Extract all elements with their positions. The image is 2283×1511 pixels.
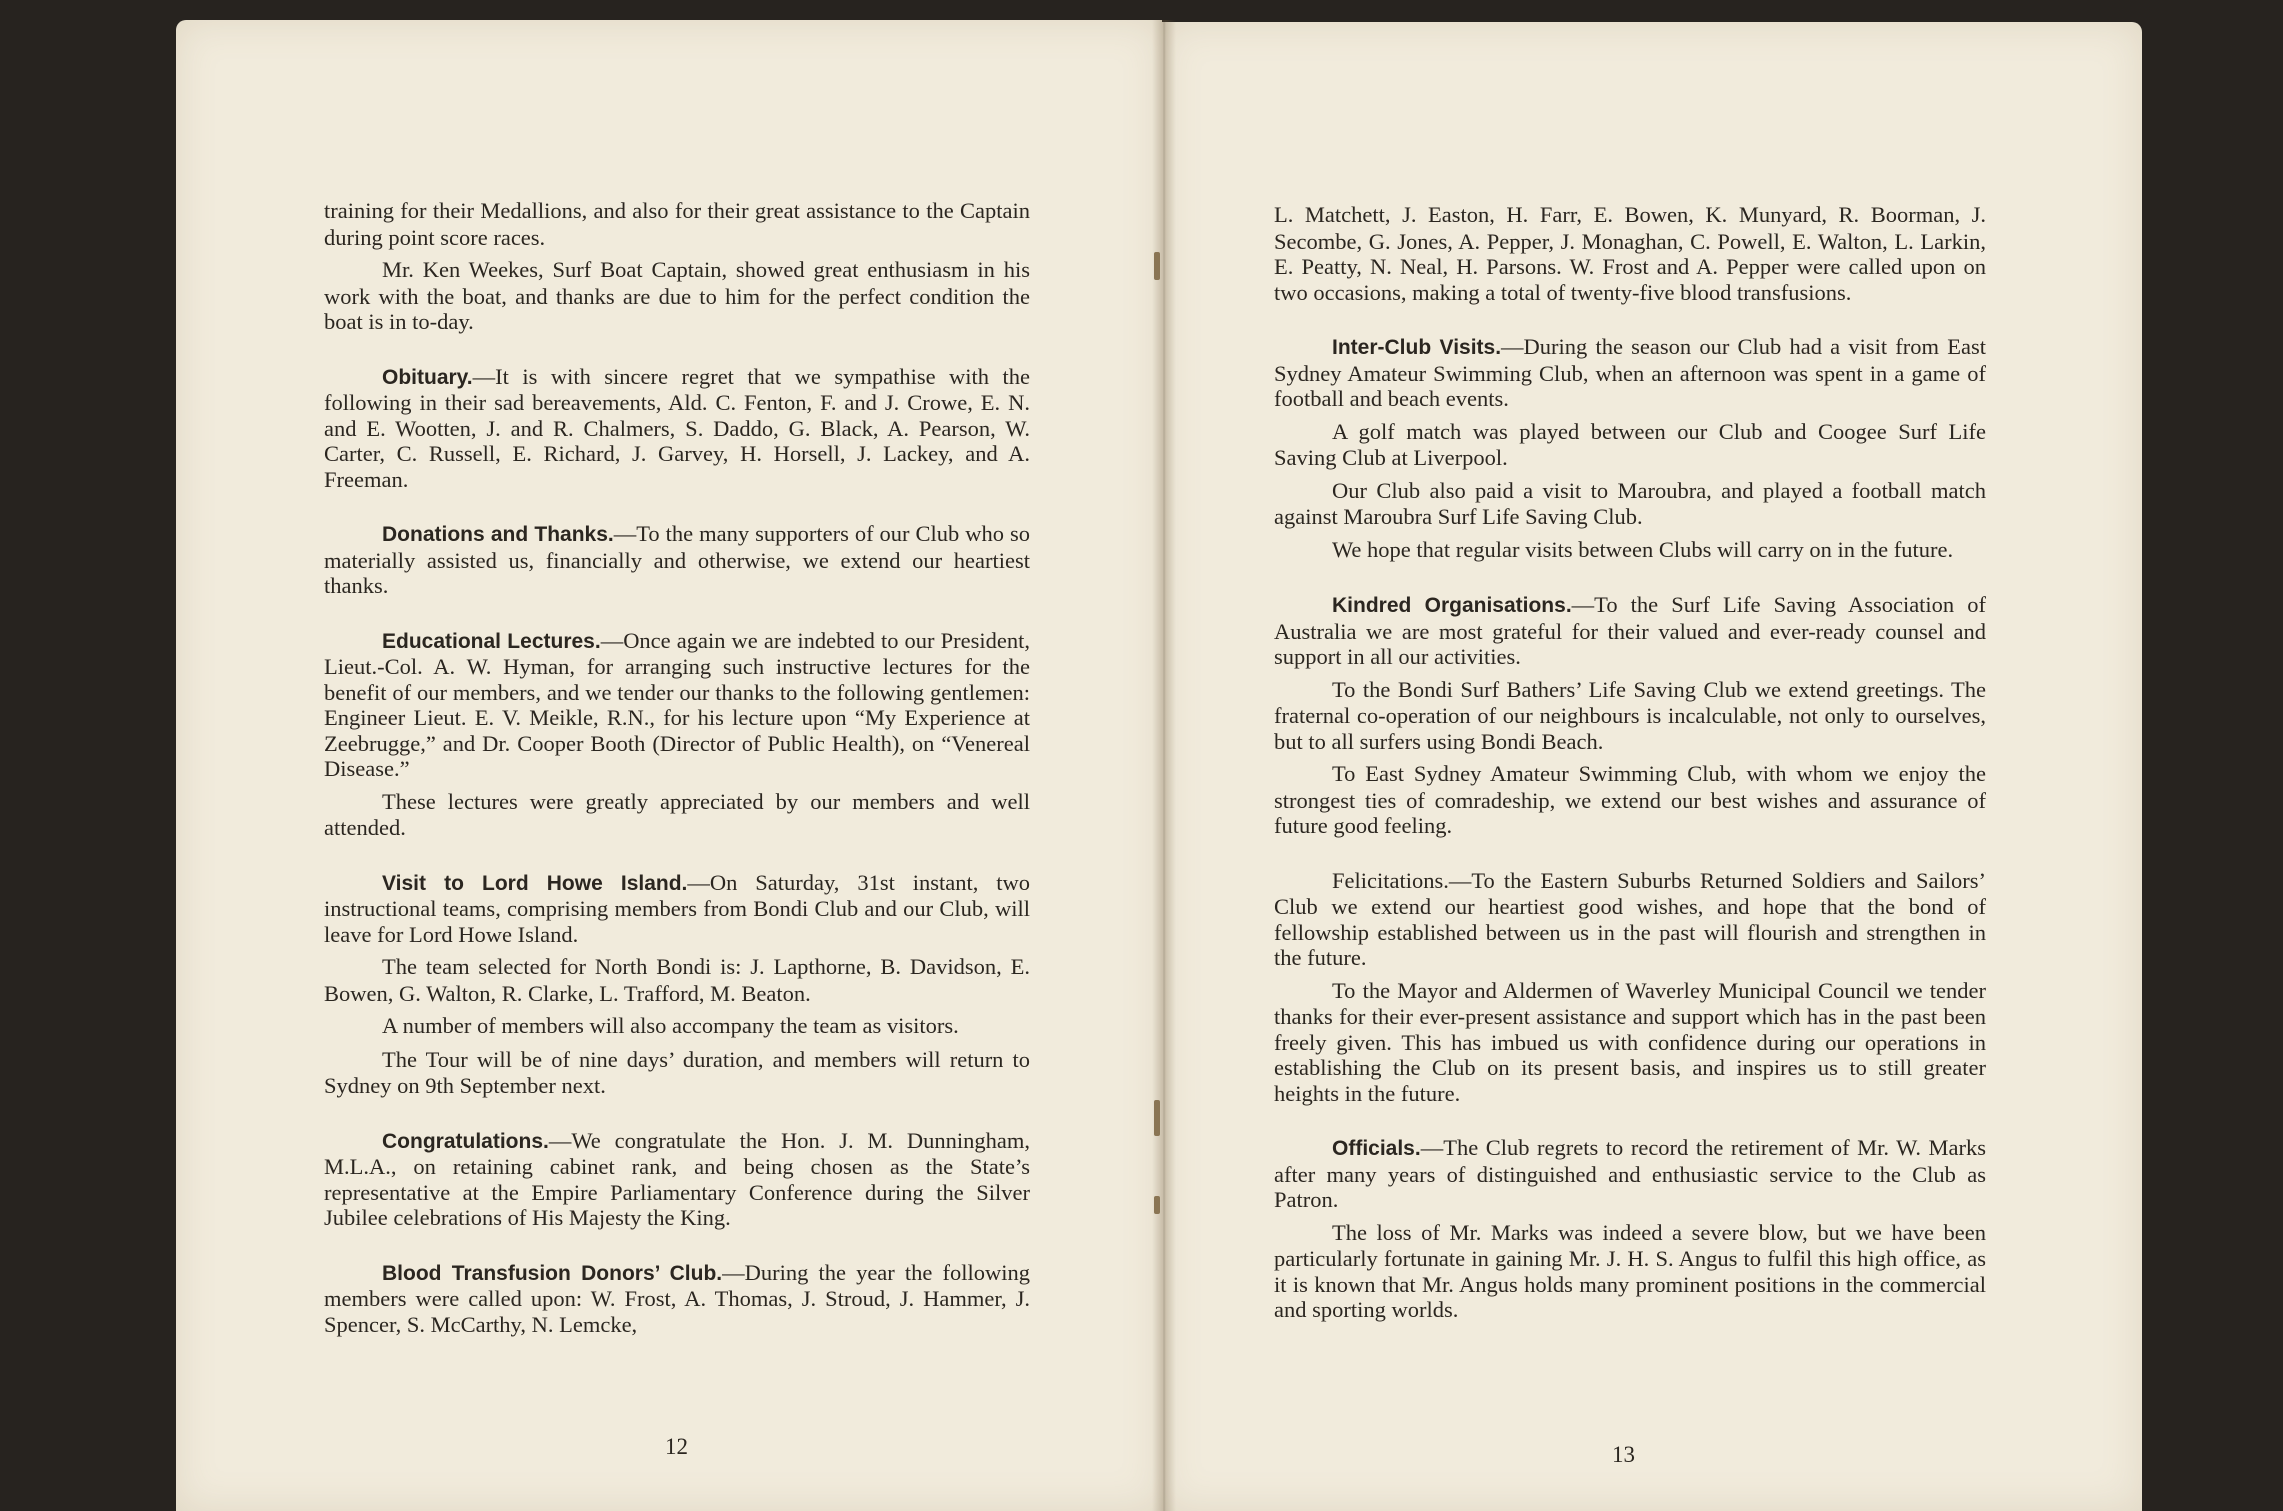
paragraph: [324, 954, 1030, 1006]
section-heading: Blood Transfusion Donors’ Club.: [382, 1261, 723, 1285]
paragraph-text: Our Club also paid a visit to Maroubra, and played a football match against Maroubra Surf Life Saving Club.: [1274, 477, 1986, 529]
section-heading: Officials.: [1332, 1137, 1421, 1160]
paragraph-text: —The Club regrets to record the retirement of Mr. W. Marks after many years of distinguished and enthusiastic service to the Club as Patron.: [1274, 1135, 1986, 1212]
paragraph-text: —To the many supporters of our Club who so materially assisted us, financially and otherwise, we extend our heartiest thanks.: [324, 521, 1030, 598]
paragraph-text: —During the year the following members were called upon: W. Frost, A. Thomas, J. Stroud, J. Hammer, J. Spencer, S. McCarthy, N. Lemcke,: [324, 1259, 1030, 1337]
paragraph: [324, 257, 1030, 335]
staple-middle: [1154, 1100, 1160, 1136]
section-heading: Donations and Thanks.: [382, 523, 614, 546]
paragraph: [324, 628, 1030, 782]
paragraph-text: —On Saturday, 31st instant, two instructional teams, comprising members from Bondi Club and our Club, will leave for Lord Howe Island.: [324, 869, 1030, 947]
paragraph: [1274, 868, 1986, 971]
paragraph-text: —To the Surf Life Saving Association of Australia we are most grateful for their valued and ever-ready counsel and support in all our activities.: [1274, 592, 1986, 669]
paragraph-text: training for their Medallions, and also for their great assistance to the Captain during point score races.: [324, 198, 1030, 250]
paragraph-text: The loss of Mr. Marks was indeed a severe blow, but we have been particularly fortunate in gaining Mr. J. H. S. Angus to fulfil this high office, as it is known that Mr. Angus holds many prominent positions in the commercial and sporting worlds.: [1274, 1219, 1986, 1322]
paragraph: [1274, 677, 1986, 755]
paragraph-text: To the Mayor and Aldermen of Waverley Municipal Council we tender thanks for their ever-present assistance and support which has in the past been freely given. This has imbued us with confidence during our operations in establishing the Club on its present basis, and inspires us to still greater heights in the future.: [1274, 977, 1986, 1106]
paragraph: [1274, 1220, 1986, 1323]
paragraph: [1274, 592, 1986, 670]
paragraph-text: The Tour will be of nine days’ duration, and members will return to Sydney on 9th September next.: [324, 1046, 1030, 1098]
paragraph-text: We hope that regular visits between Clubs will carry on in the future.: [1332, 536, 1954, 562]
section-heading: Visit to Lord Howe Island.: [382, 871, 688, 895]
section-heading: Educational Lectures.: [382, 629, 601, 653]
paragraph: [1274, 419, 1986, 471]
paragraph-text: —During the season our Club had a visit from East Sydney Amateur Swimming Club, when an afternoon was spent in a game of football and beach events.: [1274, 334, 1986, 411]
paragraph-text: The team selected for North Bondi is: J. Lapthorne, B. Davidson, E. Bowen, G. Walton, R. Clarke, L. Trafford, M. Beaton.: [324, 954, 1030, 1006]
paragraph: [1274, 334, 1986, 412]
section-heading: Kindred Organisations.: [1332, 594, 1572, 617]
paragraph: [324, 1260, 1030, 1338]
staple-bottom: [1154, 1196, 1160, 1214]
paragraph: [1274, 761, 1986, 839]
paragraph: [324, 1013, 1030, 1040]
binding-gutter: [1152, 20, 1176, 1511]
right-page-text: [1274, 202, 1986, 1330]
paragraph: [324, 364, 1030, 493]
paragraph-text: —It is with sincere regret that we sympathise with the following in their sad bereavements, Ald. C. Fenton, F. and J. Crowe, E. N. and E. Wootten, J. and R. Chalmers, S. Daddo, G. Black, A. Pearson, W. Carter, C. Russell, E. Richard, J. Garvey, H. Horsell, J. Lackey, and A. Freeman.: [324, 363, 1030, 492]
paragraph-text: To the Bondi Surf Bathers’ Life Saving Club we extend greetings. The fraternal co-operation of our neighbours is incalculable, not only to ourselves, but to all surfers using Bondi Beach.: [1274, 676, 1986, 754]
left-page-text: [324, 198, 1030, 1344]
left-page: [176, 20, 1162, 1511]
staple-top: [1154, 252, 1160, 280]
paragraph: [324, 521, 1030, 599]
page-number: 13: [1612, 1442, 1635, 1467]
section-heading: Obituary.: [382, 365, 473, 389]
paragraph: [1274, 1135, 1986, 1213]
paragraph-text: These lectures were greatly appreciated by our members and well attended.: [324, 788, 1030, 840]
right-page: [1162, 22, 2142, 1511]
paragraph-text: —Once again we are indebted to our President, Lieut.-Col. A. W. Hyman, for arranging such instructive lectures for the benefit of our members, and we tender our thanks to the following gentlemen: Engineer Lieut. E. V. Meikle, R.N., for his lecture upon “My Experience at Zeebrugge,” and Dr. Cooper Booth (Director of Public Health), on “Venereal Disease.”: [324, 627, 1030, 781]
paragraph: [1274, 478, 1986, 530]
paragraph-text: Felicitations.—To the Eastern Suburbs Returned Soldiers and Sailors’ Club we extend our heartiest good wishes, and hope that the bond of fellowship established between us in the past will flourish and strengthen in the future.: [1274, 867, 1986, 970]
paragraph: [324, 789, 1030, 841]
paragraph: [324, 1047, 1030, 1099]
paragraph: [324, 1128, 1030, 1231]
paragraph-text: A number of members will also accompany the team as visitors.: [382, 1013, 959, 1038]
page-number: 12: [665, 1434, 688, 1459]
paragraph-text: To East Sydney Amateur Swimming Club, with whom we enjoy the strongest ties of comradeship, we extend our best wishes and assurance of future good feeling.: [1274, 761, 1986, 838]
section-heading: Congratulations.: [382, 1129, 549, 1153]
paragraph: [1274, 978, 1986, 1107]
paragraph-text: L. Matchett, J. Easton, H. Farr, E. Bowen, K. Munyard, R. Boorman, J. Secombe, G. Jones, A. Pepper, J. Monaghan, C. Powell, E. Walton, L. Larkin, E. Peatty, N. Neal, H. Parsons. W. Frost and A. Pepper were called upon on two occasions, making a total of twenty-five blood transfusions.: [1274, 202, 1986, 305]
paragraph-text: Mr. Ken Weekes, Surf Boat Captain, showed great enthusiasm in his work with the boat, and thanks are due to him for the perfect condition the boat is in to-day.: [324, 257, 1030, 334]
paragraph: [1274, 537, 1986, 564]
paragraph: [324, 870, 1030, 948]
paragraph: [1274, 202, 1986, 305]
paragraph: [324, 198, 1030, 250]
section-heading: Inter-Club Visits.: [1332, 336, 1502, 359]
paragraph-text: A golf match was played between our Club and Coogee Surf Life Saving Club at Liverpool.: [1274, 418, 1986, 470]
paragraph-text: —We congratulate the Hon. J. M. Dunningham, M.L.A., on retaining cabinet rank, and being chosen as the State’s representative at the Empire Parliamentary Conference during the Silver Jubilee celebrations of His Majesty the King.: [324, 1127, 1030, 1230]
